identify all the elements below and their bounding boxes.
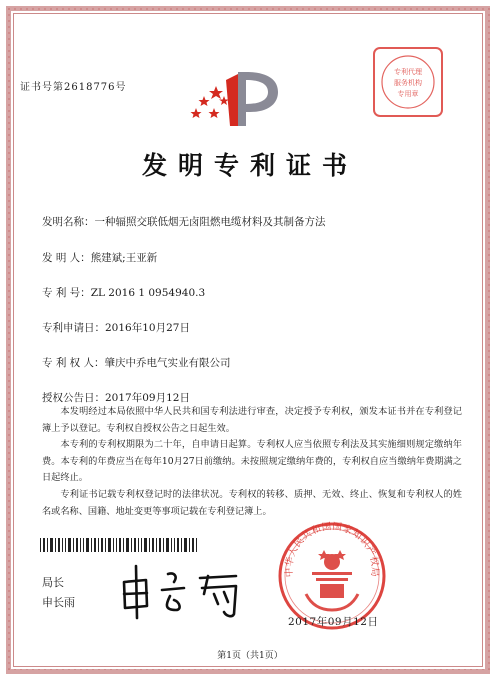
body-paragraph: 本发明经过本局依照中华人民共和国专利法进行审查，决定授予专利权，颁发本证书并在专利登记簿上予以登记。专利权自授权公告之日起生效。 bbox=[42, 406, 462, 434]
invention-name-row bbox=[42, 214, 326, 229]
seal-date: 2017年09月12日 bbox=[288, 616, 379, 628]
seal-text: 中华人民共和国国家知识产权局 bbox=[283, 521, 381, 578]
inventor-label: 发 明 人： bbox=[42, 252, 91, 264]
patent-number-label: 专 利 号： bbox=[42, 287, 91, 299]
body-paragraph: 本专利的专利权期限为二十年，自申请日起算。专利权人应当依照专利法及其实施细则规定缴纳年费。本专利的年费应当在每年10月27日前缴纳。未按照规定缴纳年费的，专利权自应当缴纳年费期满之日起终止。 bbox=[42, 439, 462, 484]
svg-text:专利代理: 专利代理 bbox=[394, 68, 422, 76]
grant-date-label: 授权公告日： bbox=[42, 392, 105, 404]
svg-text:服务机构: 服务机构 bbox=[394, 79, 422, 87]
grant-date-value: 2017年09月12日 bbox=[105, 392, 190, 404]
patent-number-value: ZL 2016 1 0954940.3 bbox=[90, 287, 206, 299]
grant-date-row bbox=[42, 390, 190, 405]
body-paragraph: 专利证书记载专利权登记时的法律状况。专利权的转移、质押、无效、终止、恢复和专利权人的姓名或名称、国籍、地址变更等事项记载在专利登记簿上。 bbox=[42, 488, 462, 517]
patentee-row bbox=[42, 355, 231, 370]
invention-name-value: 一种辐照交联低烟无卤阻燃电缆材料及其制备方法 bbox=[94, 216, 326, 228]
filing-date-label: 专利申请日： bbox=[42, 322, 105, 334]
certificate-number: 证书号第2618776号 bbox=[20, 82, 127, 93]
filing-date-row bbox=[42, 320, 190, 335]
patent-number-row bbox=[42, 285, 205, 300]
certificate-body bbox=[42, 404, 462, 520]
certificate-title: 发明专利证书 bbox=[141, 151, 358, 180]
inventor-value: 熊建斌;王亚新 bbox=[90, 252, 158, 264]
inventor-row bbox=[42, 250, 157, 265]
svg-text:专用章: 专用章 bbox=[397, 90, 419, 98]
director-title: 局长 bbox=[42, 576, 64, 589]
service-agency-stamp-icon bbox=[370, 44, 446, 120]
filing-date-value: 2016年10月27日 bbox=[105, 322, 190, 334]
patentee-label: 专 利 权 人： bbox=[42, 357, 105, 369]
patentee-value: 肇庆中乔电气实业有限公司 bbox=[104, 357, 231, 369]
page-footer: 第1页（共1页） bbox=[217, 651, 283, 661]
invention-name-label: 发明名称： bbox=[42, 216, 95, 228]
signature-icon bbox=[116, 560, 246, 622]
director-name: 申长雨 bbox=[42, 596, 75, 609]
patent-office-logo-icon bbox=[186, 66, 282, 132]
barcode-icon bbox=[40, 538, 198, 552]
